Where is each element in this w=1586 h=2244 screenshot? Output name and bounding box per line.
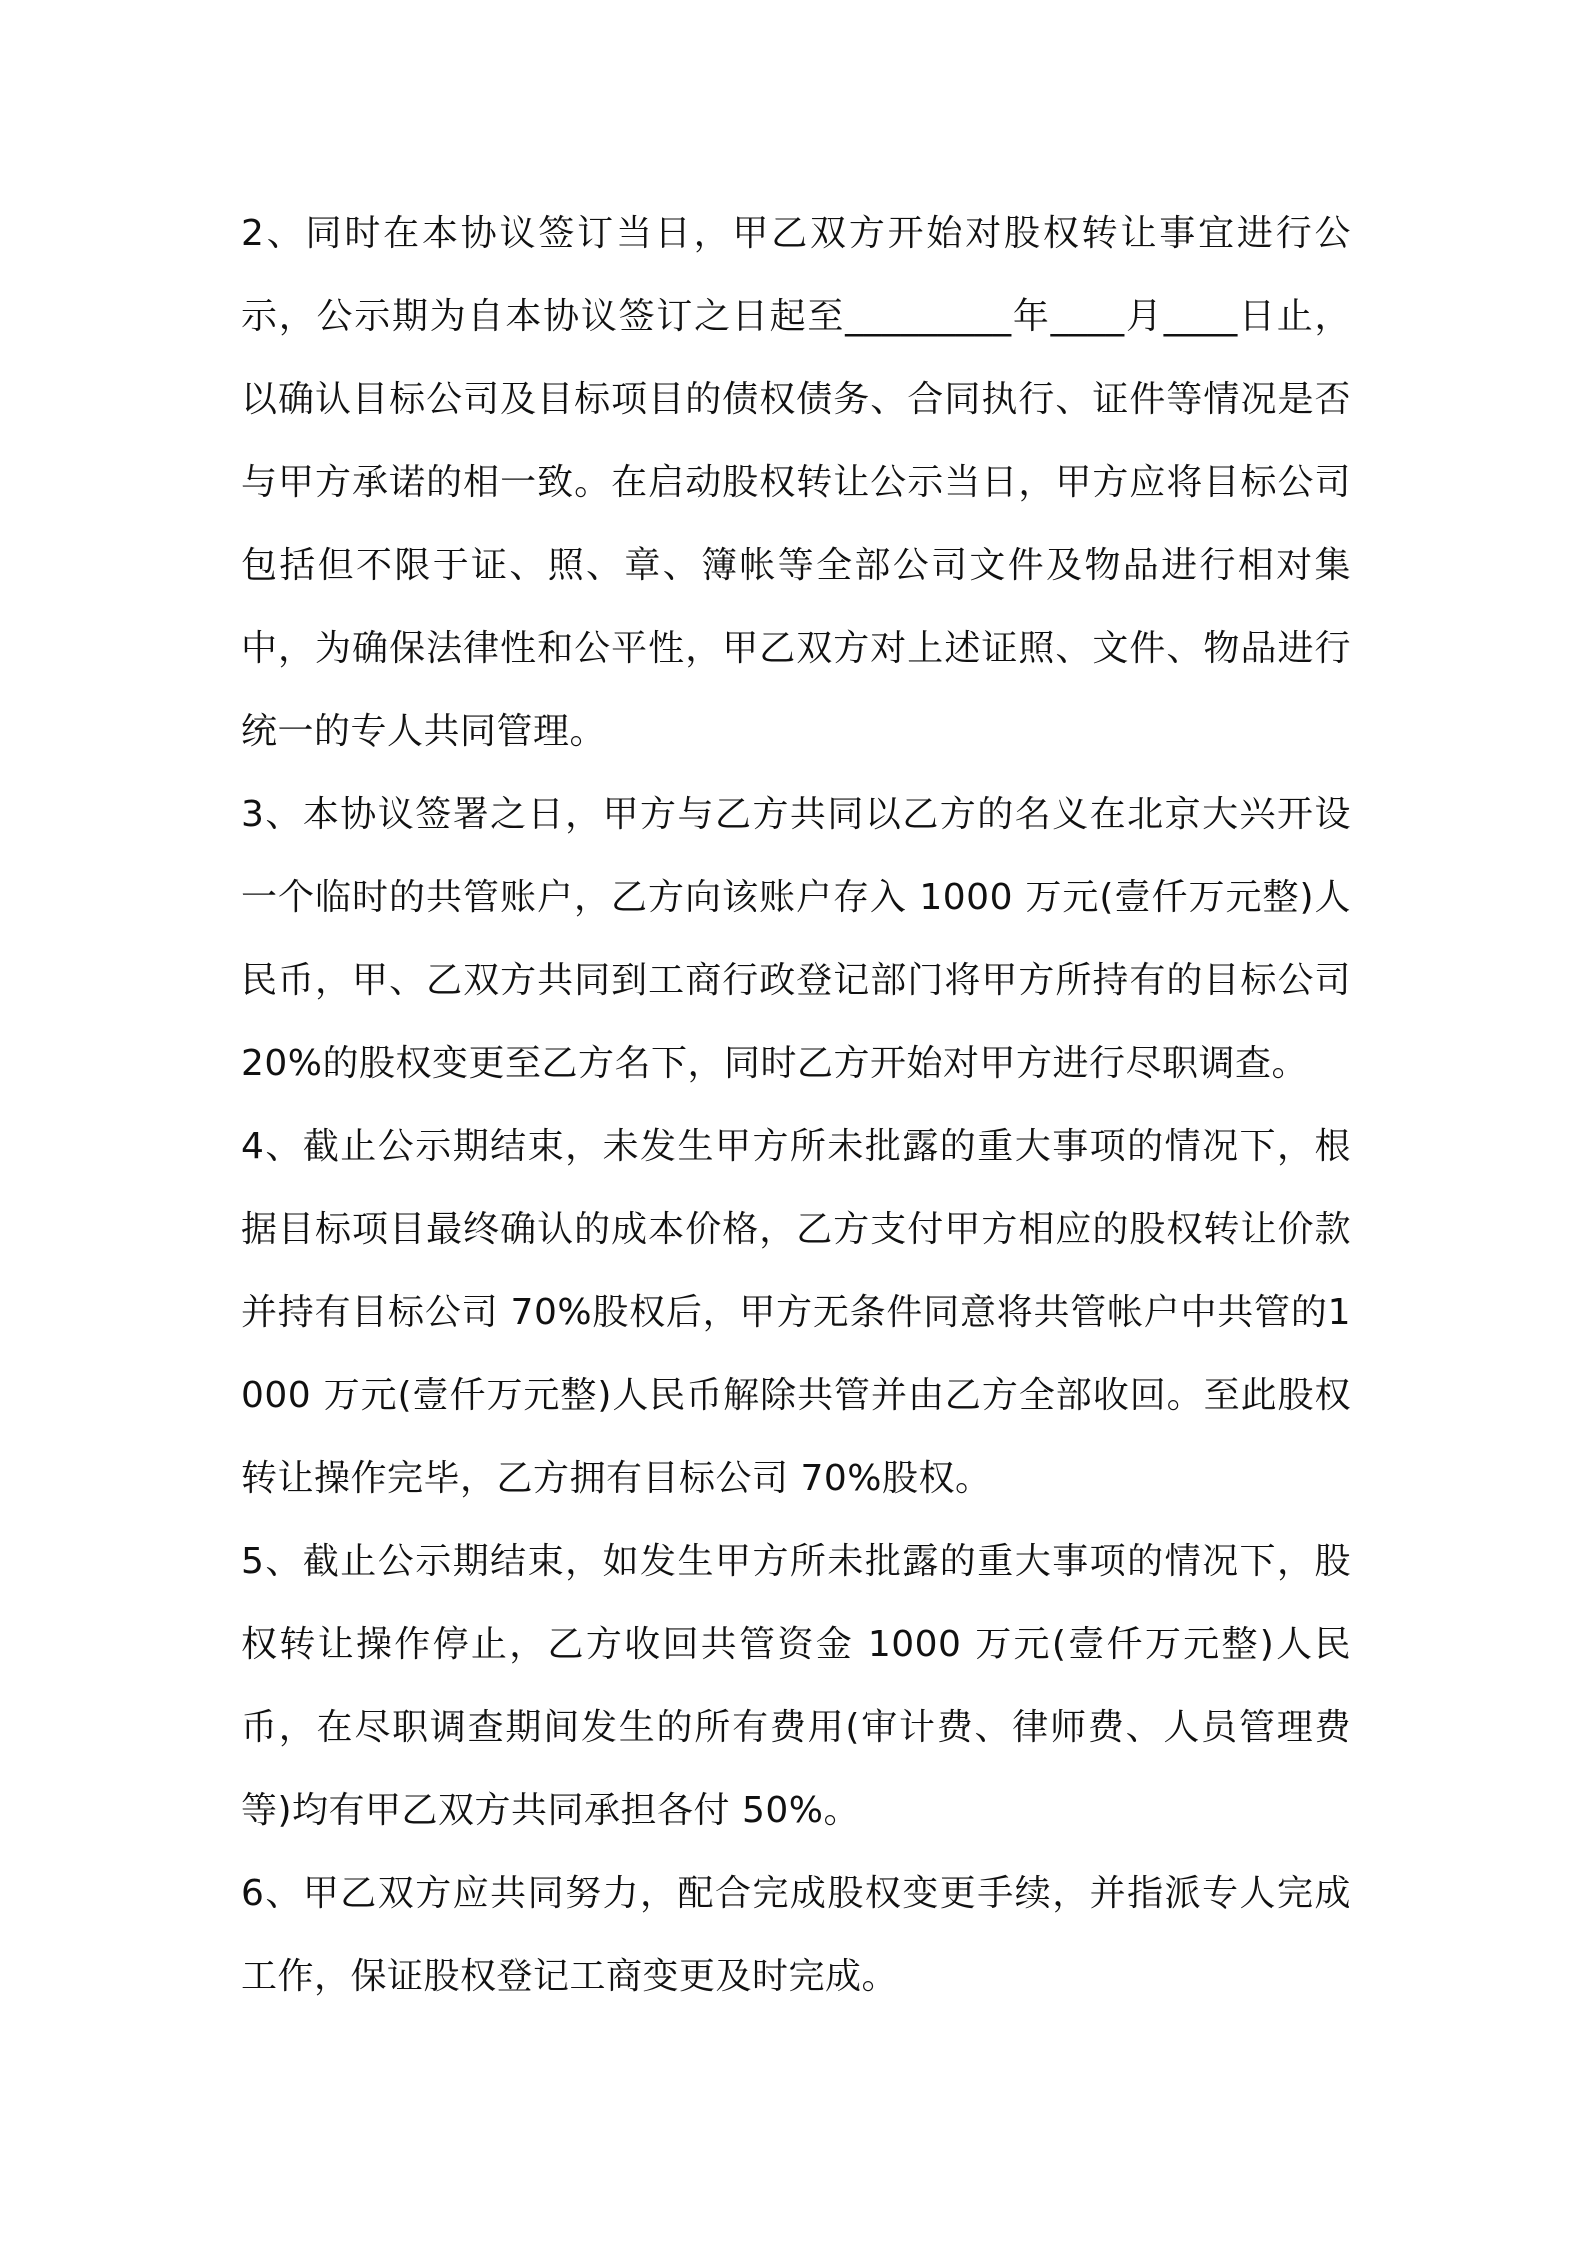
clause-6: 6、甲乙双方应共同努力，配合完成股权变更手续，并指派专人完成工作，保证股权登记工商变更及时完成。 (241, 1873, 1351, 1997)
clause-2: 2、同时在本协议签订当日，甲乙双方开始对股权转让事宜进行公示，公示期为自本协议签订之日起至_________年____月____日止，以确认目标公司及目标项目的债权债务、合同执行、证件等情况是否与甲方承诺的相一致。在启动股权转让公示当日，甲方应将目标公司包括但不限于证、照、章、簿帐等全部公司文件及物品进行相对集中，为确保法律性和公平性，甲乙双方对上述证照、文件、物品进行统一的专人共同管理。 (241, 213, 1351, 752)
clause-4: 4、截止公示期结束，未发生甲方所未批露的重大事项的情况下，根据目标项目最终确认的成本价格，乙方支付甲方相应的股权转让价款并持有目标公司 70%股权后，甲方无条件同意将共管帐户中共管的1000 万元(壹仟万元整)人民币解除共管并由乙方全部收回。至此股权转让操作完毕，乙方拥有目标公司 70%股权。 (241, 1126, 1351, 1499)
clause-5: 5、截止公示期结束，如发生甲方所未批露的重大事项的情况下，股权转让操作停止，乙方收回共管资金 1000 万元(壹仟万元整)人民币，在尽职调查期间发生的所有费用(审计费、律师费、人员管理费等)均有甲乙双方共同承担各付 50%。 (241, 1541, 1351, 1831)
clause-3: 3、本协议签署之日，甲方与乙方共同以乙方的名义在北京大兴开设一个临时的共管账户，乙方向该账户存入 1000 万元(壹仟万元整)人民币，甲、乙双方共同到工商行政登记部门将甲方所持有的目标公司20%的股权变更至乙方名下，同时乙方开始对甲方进行尽职调查。 (241, 794, 1351, 1084)
document-page (241, 192, 1351, 2018)
